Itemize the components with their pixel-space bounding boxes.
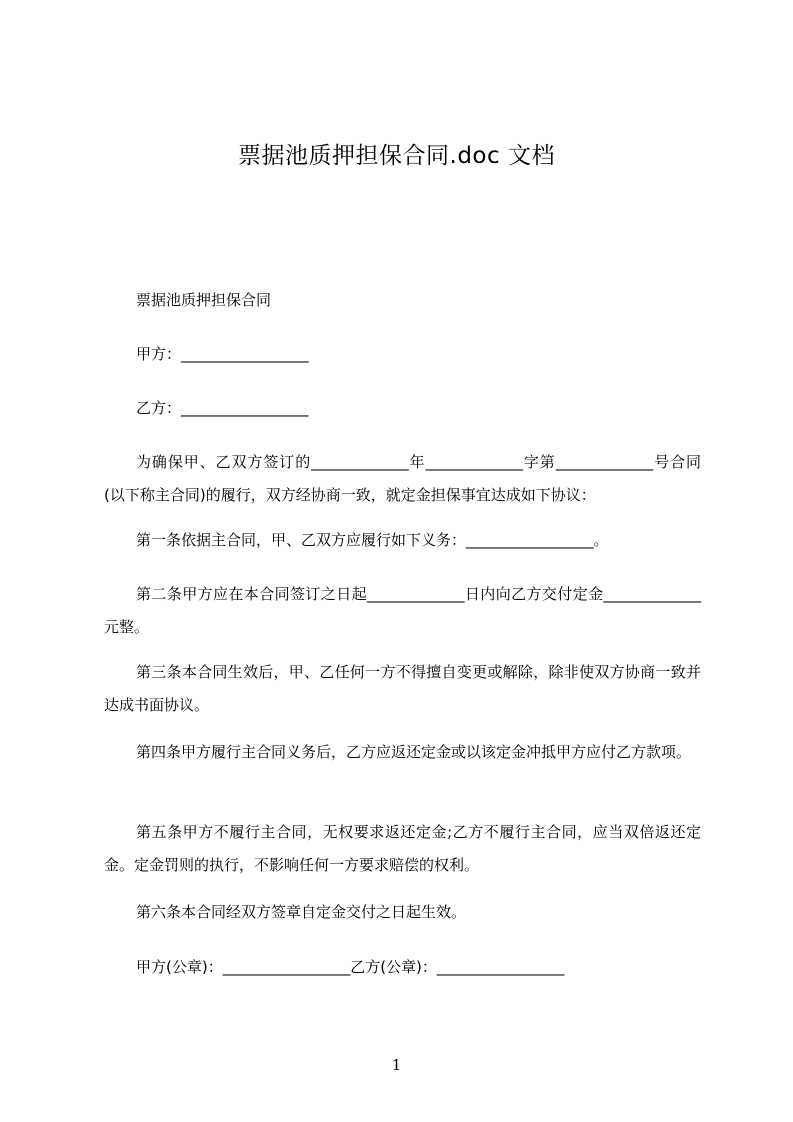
article-1: 第一条依据主合同，甲、乙双方应履行如下义务：_________________。: [136, 531, 609, 549]
page-number: 1: [391, 1056, 402, 1074]
party-b-line: 乙方：_________________: [136, 399, 309, 417]
contract-heading: 票据池质押担保合同: [136, 291, 272, 309]
article-3: 第三条本合同生效后，甲、乙任何一方不得擅自变更或解除，除非使双方协商一致并达成书面协议。: [104, 663, 701, 714]
preamble-paragraph: 为确保甲、乙双方签订的_____________年_____________字第_____________号合同(以下称主合同)的履行，双方经协商一致，就定金担保事宜达成如下协议：: [104, 453, 701, 504]
article-4: 第四条甲方履行主合同义务后，乙方应返还定金或以该定金冲抵甲方应付乙方款项。: [136, 743, 692, 761]
article-5: 第五条甲方不履行主合同，无权要求返还定金;乙方不履行主合同，应当双倍返还定金。定金罚则的执行，不影响任何一方要求赔偿的权利。: [104, 823, 701, 874]
article-2: 第二条甲方应在本合同签订之日起_____________日内向乙方交付定金_____________元整。: [104, 585, 701, 636]
article-6: 第六条本合同经双方签章自定金交付之日起生效。: [136, 903, 467, 921]
party-a-line: 甲方：_________________: [136, 345, 309, 363]
signature-line: 甲方(公章)：_________________乙方(公章)：_________________: [136, 958, 565, 976]
document-title: 票据池质押担保合同.doc 文档: [238, 143, 555, 169]
